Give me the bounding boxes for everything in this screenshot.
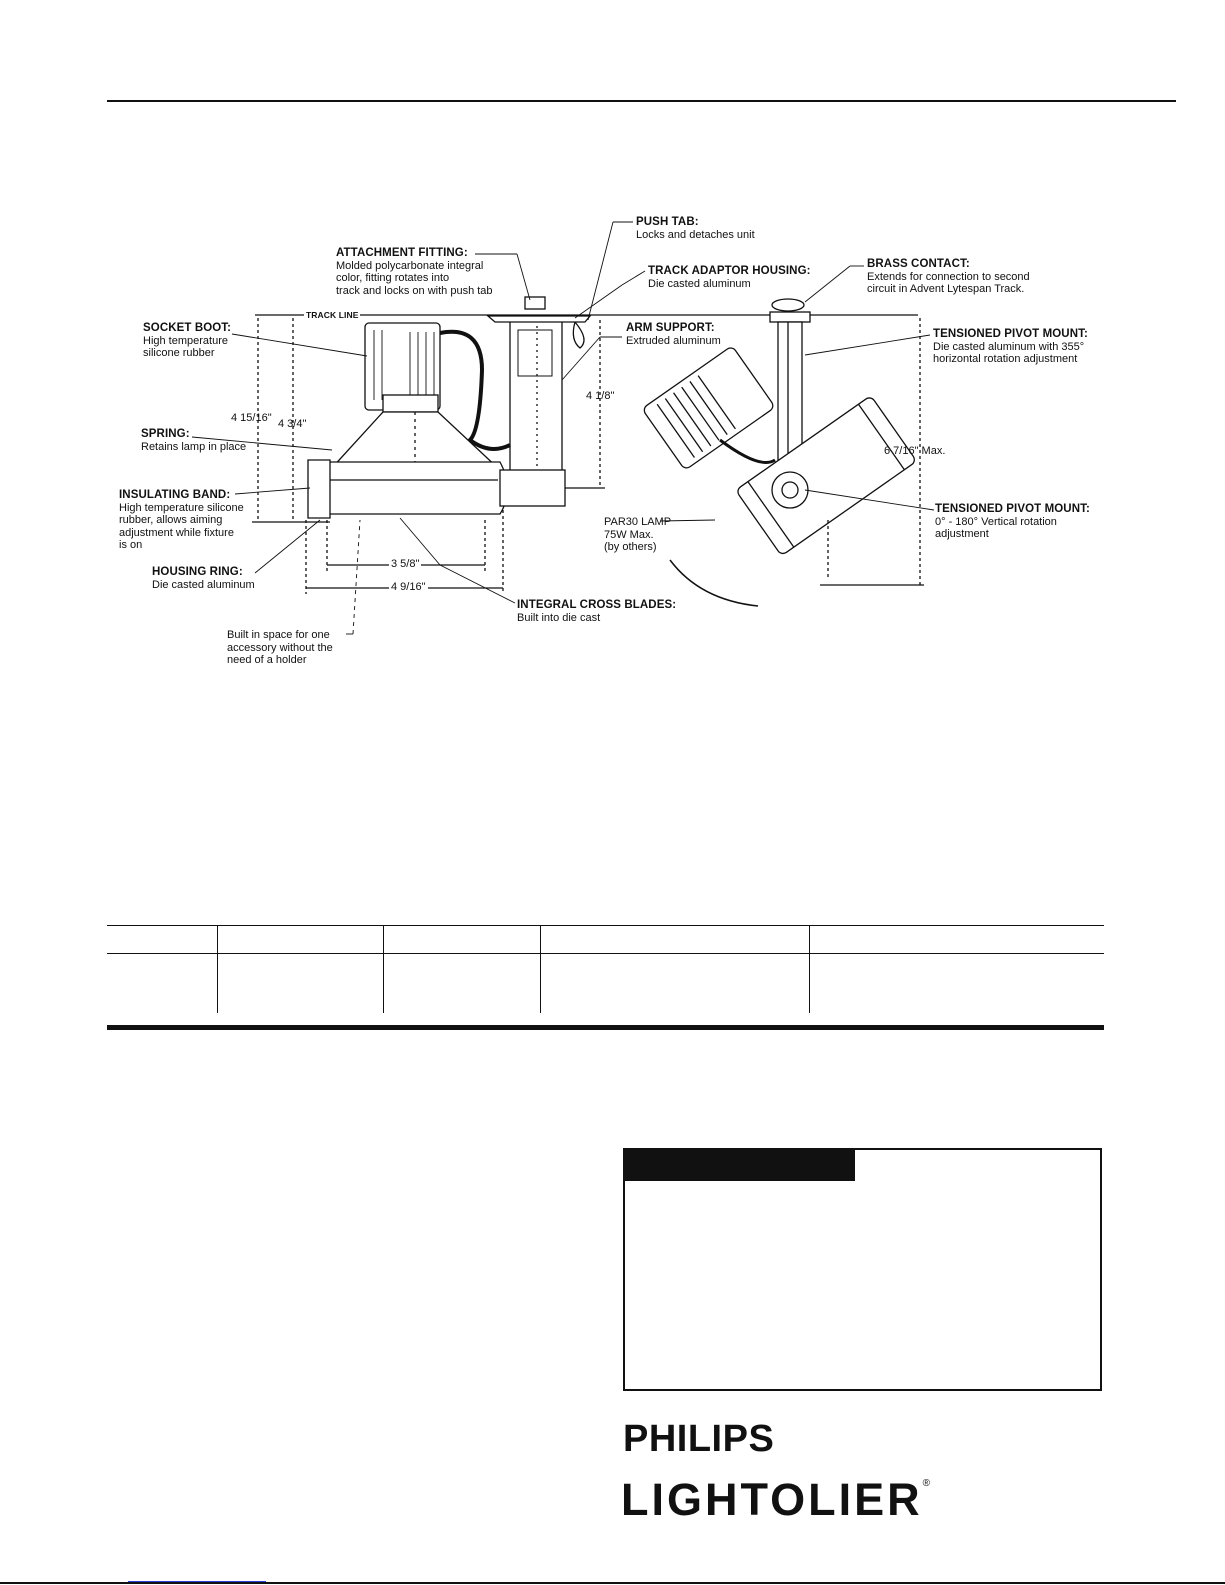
spring-title: SPRING: <box>141 428 190 440</box>
socket-boot-title: SOCKET BOOT: <box>143 322 232 334</box>
spring-desc: Retains lamp in place <box>141 440 247 453</box>
par30-lamp-desc-3: (by others) <box>604 541 657 553</box>
spec-table <box>107 925 1104 1035</box>
brass-contact-desc-1: Extends for connection to second <box>867 270 1030 283</box>
track-adaptor-housing-title: TRACK ADAPTOR HOUSING: <box>648 265 811 277</box>
push-tab-title: PUSH TAB: <box>636 216 699 228</box>
dim-3-5-8: 3 5/8" <box>391 558 420 570</box>
lightolier-logo <box>621 1474 930 1526</box>
tensioned-pivot-mount-top-title: TENSIONED PIVOT MOUNT: <box>933 328 1088 340</box>
label-housing-ring <box>152 566 255 591</box>
socket-boot-desc-1: High temperature <box>143 334 228 347</box>
footer-link-underline[interactable] <box>128 1581 266 1582</box>
label-push-tab <box>636 216 755 241</box>
housing-ring-desc: Die casted aluminum <box>152 578 255 591</box>
accessory-space-desc-1: Built in space for one <box>227 629 330 641</box>
label-tensioned-pivot-mount-top <box>933 328 1088 366</box>
arm-support-title: ARM SUPPORT: <box>626 322 715 334</box>
accessory-space-desc-3: need of a holder <box>227 654 307 666</box>
arm-support-desc: Extruded aluminum <box>626 334 721 347</box>
track-line-title: TRACK LINE <box>306 310 359 320</box>
label-brass-contact <box>867 258 1030 296</box>
attachment-fitting-desc-1: Molded polycarbonate integral <box>336 259 484 272</box>
dim-4-3-4: 4 3/4" <box>278 418 307 430</box>
integral-cross-blades-title: INTEGRAL CROSS BLADES: <box>517 599 677 611</box>
housing-ring-title: HOUSING RING: <box>152 566 243 578</box>
insulating-band-title: INSULATING BAND: <box>119 489 231 501</box>
label-attachment-fitting <box>336 247 493 297</box>
label-socket-boot <box>143 322 231 360</box>
label-integral-cross-blades <box>517 599 676 624</box>
spec-table-bottom-rule <box>107 1025 1104 1030</box>
registered-mark: ® <box>922 1478 931 1489</box>
spec-table-col-divider <box>809 925 810 1013</box>
label-tensioned-pivot-mount-bottom <box>935 503 1090 541</box>
track-adaptor-housing-desc: Die casted aluminum <box>648 277 751 290</box>
spec-table-top-rule <box>107 925 1104 926</box>
housing-ring <box>312 462 508 514</box>
bottom-rule <box>0 1582 1225 1584</box>
label-track-line <box>304 309 360 322</box>
brass-contact-desc-2: circuit in Advent Lytespan Track. <box>867 283 1025 295</box>
push-tab-desc: Locks and detaches unit <box>636 228 755 241</box>
socket-boot-desc-2: silicone rubber <box>143 347 215 359</box>
par30-lamp-desc-1: PAR30 LAMP <box>604 516 672 528</box>
arm-support <box>778 322 802 460</box>
dim-4-1-8: 4 1/8" <box>586 390 615 402</box>
tensioned-pivot-mount-top-desc-2: horizontal rotation adjustment <box>933 353 1078 365</box>
spec-table-col-divider <box>383 925 384 1013</box>
label-par30-lamp <box>604 516 671 554</box>
dim-6-7-16: 6 7/16" Max. <box>884 445 946 457</box>
attachment-fitting-desc-2: color, fitting rotates into <box>336 272 450 284</box>
label-insulating-band <box>119 489 244 552</box>
insulating-band-desc-3: adjustment while fixture <box>119 526 234 539</box>
tensioned-pivot-mount-top-desc-1: Die casted aluminum with 355° <box>933 340 1085 353</box>
insulating-band-desc-2: rubber, allows aiming <box>119 514 223 526</box>
tensioned-pivot-mount-bottom-desc-1: 0° - 180° Vertical rotation <box>935 515 1057 528</box>
integral-cross-blades-desc: Built into die cast <box>517 611 601 624</box>
label-arm-support <box>626 322 721 347</box>
spec-table-header-rule <box>107 953 1104 954</box>
notice-box <box>623 1148 1102 1391</box>
attachment-fitting-title: ATTACHMENT FITTING: <box>336 247 468 259</box>
label-accessory-space <box>227 629 333 667</box>
accessory-space-desc-2: accessory without the <box>227 641 333 654</box>
label-spring <box>141 428 246 453</box>
dim-4-15-16: 4 15/16" <box>231 412 272 424</box>
philips-logo: PHILIPS <box>623 1418 775 1460</box>
tensioned-pivot-mount-bottom-title: TENSIONED PIVOT MOUNT: <box>935 503 1090 515</box>
label-track-adaptor-housing <box>648 265 811 290</box>
insulating-band-desc-4: is on <box>119 539 143 551</box>
insulating-band-desc-1: High temperature silicone <box>119 501 244 514</box>
lightolier-wordmark: LIGHTOLIER <box>621 1474 923 1525</box>
brass-contact <box>772 299 804 311</box>
spec-table-col-divider <box>217 925 218 1013</box>
tensioned-pivot-mount-bottom-desc-2: adjustment <box>935 528 989 540</box>
notice-header-bar <box>625 1150 855 1181</box>
par30-lamp <box>736 396 917 556</box>
par30-lamp-desc-2: 75W Max. <box>604 528 654 541</box>
spec-table-col-divider <box>540 925 541 1013</box>
brass-contact-title: BRASS CONTACT: <box>867 258 970 270</box>
vertical-pivot <box>772 472 808 508</box>
dim-4-9-16: 4 9/16" <box>391 581 426 593</box>
attachment-fitting-desc-3: track and locks on with push tab <box>336 284 493 297</box>
